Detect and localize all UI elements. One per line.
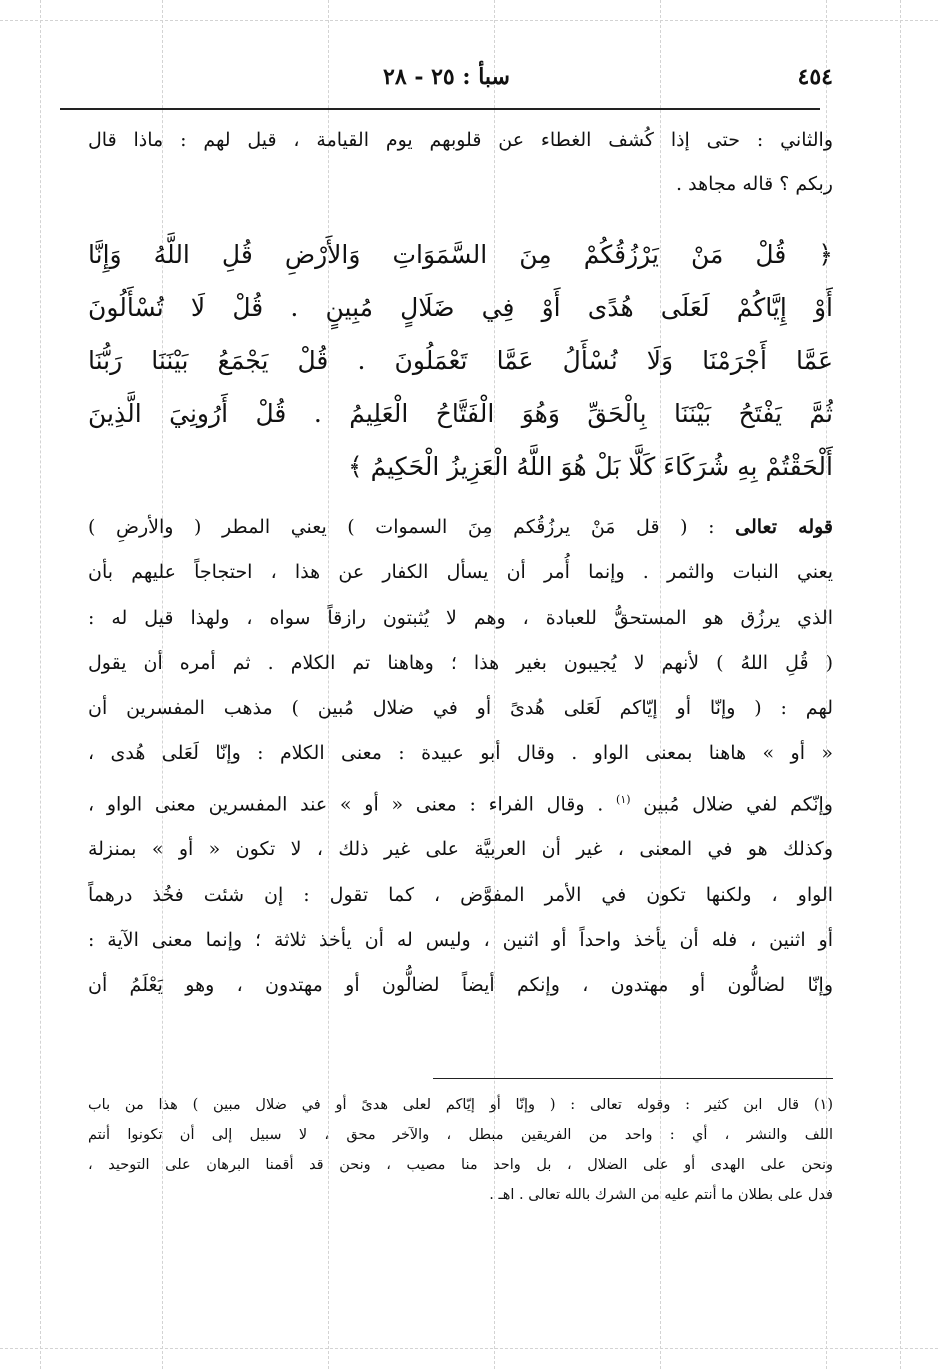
grid-line xyxy=(0,1348,938,1349)
verse-line: ﴿ قُلْ مَنْ يَرْزُقُكُمْ مِنَ السَّمَوَاتِ وَالأَرْضِ قُلِ اللَّهُ وَإِنَّا xyxy=(88,240,833,269)
footnotes xyxy=(88,1090,833,1210)
quran-verses xyxy=(88,228,833,493)
text-line: « أو » هاهنا بمعنى الواو . وقال أبو عبيدة : معنى الكلام : وإنّا لَعَلى هُدى ، xyxy=(88,742,833,765)
text-line: والثاني : حتى إذا كُشف الغطاء عن قلوبهم يوم القيامة ، قيل لهم : ماذا قال xyxy=(88,129,833,151)
footnote-line: (١) قال ابن كثير : وقوله تعالى : ( وإنّا أو إيّاكم لعلى هدىً أو في ضلال مبين ) هذا من باب xyxy=(88,1097,833,1113)
text-line: وكذلك هو في المعنى ، غير أن العربيَّة على غير ذلك ، لا تكون « أو » بمنزلة xyxy=(88,838,833,861)
text-line: أو اثنين ، فله أن يأخذ واحداً أو اثنين ، وليس له أن يأخذ ثلاثة ؛ وإنما معنى الآية : xyxy=(88,929,833,951)
intro-paragraph xyxy=(88,118,833,206)
verse-line: أَلْحَقْتُمْ بِهِ شُرَكَاءَ كَلَّا بَلْ هُوَ اللَّهُ الْعَزِيزُ الْحَكِيمُ ﴾ xyxy=(348,452,833,481)
commentary-text: : ( قل مَنْ يرزُقُكم مِنَ السموات ) يعني المطر ( والأرضِ ) xyxy=(88,516,715,538)
commentary-text: وإنّكم لفي ضلال مُبين xyxy=(643,793,833,816)
text-line xyxy=(88,505,833,550)
footnote-line: اللف والنشر ، أي : واحد من الفريقين مبطل ، والآخر محق ، لا سبيل إلى أن تكونوا أنتم xyxy=(88,1127,833,1143)
commentary-text: . وقال الفراء : معنى « أو » عند المفسرين معنى الواو ، xyxy=(88,793,604,816)
footnote-marker: (١) xyxy=(616,792,631,806)
grid-line xyxy=(900,0,901,1369)
footnote-line: فدل على بطلان ما أنتم عليه من الشرك بالله تعالى . اهـ . xyxy=(489,1187,833,1203)
text-line xyxy=(88,777,833,828)
verse-line: أَوْ إِيَّاكُمْ لَعَلَى هُدًى أَوْ فِي ضَلَالٍ مُبِينٍ . قُلْ لَا تُسْأَلُونَ xyxy=(88,293,833,322)
page-number: ٤٥٤ xyxy=(797,64,833,90)
text-line: الذي يرزُق هو المستحقُّ للعبادة ، وهم لا يُثبتون رازقاً سواه ، ولهذا قيل له : xyxy=(88,606,833,629)
grid-line xyxy=(0,20,938,21)
commentary-paragraph xyxy=(88,505,833,1009)
text-line: ربكم ؟ قاله مجاهد . xyxy=(676,173,833,195)
running-title: سبأ : ٢٥ - ٢٨ xyxy=(383,64,510,90)
text-line: الواو ، ولكنها تكون في الأمر المفوَّض ، كما تقول : إن شئت فخُذ درهماً xyxy=(88,883,833,906)
footnote-line: ونحن على الهدى أو على الضلال ، بل واحد منا مصيب ، ونحن قد أقمنا البرهان على التوحيد ، xyxy=(88,1157,833,1173)
page-header xyxy=(60,60,833,100)
text-line: لهم : ( وإنّا أو إيّاكم لَعَلى هُدىً أو في ضلال مُبين ) مذهب المفسرين أن xyxy=(88,697,833,720)
verse-line: عَمَّا أَجْرَمْنَا وَلَا نُسْأَلُ عَمَّا تَعْمَلُونَ . قُلْ يَجْمَعُ بَيْنَنَا رَبُّنَا xyxy=(88,346,833,375)
commentary-lead: قوله تعالى xyxy=(735,516,833,538)
text-line: وإنّا لضالُّون أو مهتدون ، وإنكم أيضاً لضالُّون أو مهتدون ، وهو يَعْلَمُ أن xyxy=(88,974,833,997)
verse-line: ثُمَّ يَفْتَحُ بَيْنَنَا بِالْحَقِّ وَهُوَ الْفَتَّاحُ الْعَلِيمُ . قُلْ أَرُونِيَ الَّذِينَ xyxy=(88,399,833,428)
header-rule xyxy=(60,108,820,110)
text-line: ( قُلِ اللهُ ) لأنهم لا يُجيبون بغير هذا ؛ وهاهنا تم الكلام . ثم أمره أن يقول xyxy=(88,651,833,674)
footnote-rule xyxy=(433,1078,833,1079)
text-line: يعني النبات والثمر . وإنما أُمر أن يسأل الكفار عن هذا ، احتجاجاً عليهم بأن xyxy=(88,561,833,584)
grid-line xyxy=(40,0,41,1369)
